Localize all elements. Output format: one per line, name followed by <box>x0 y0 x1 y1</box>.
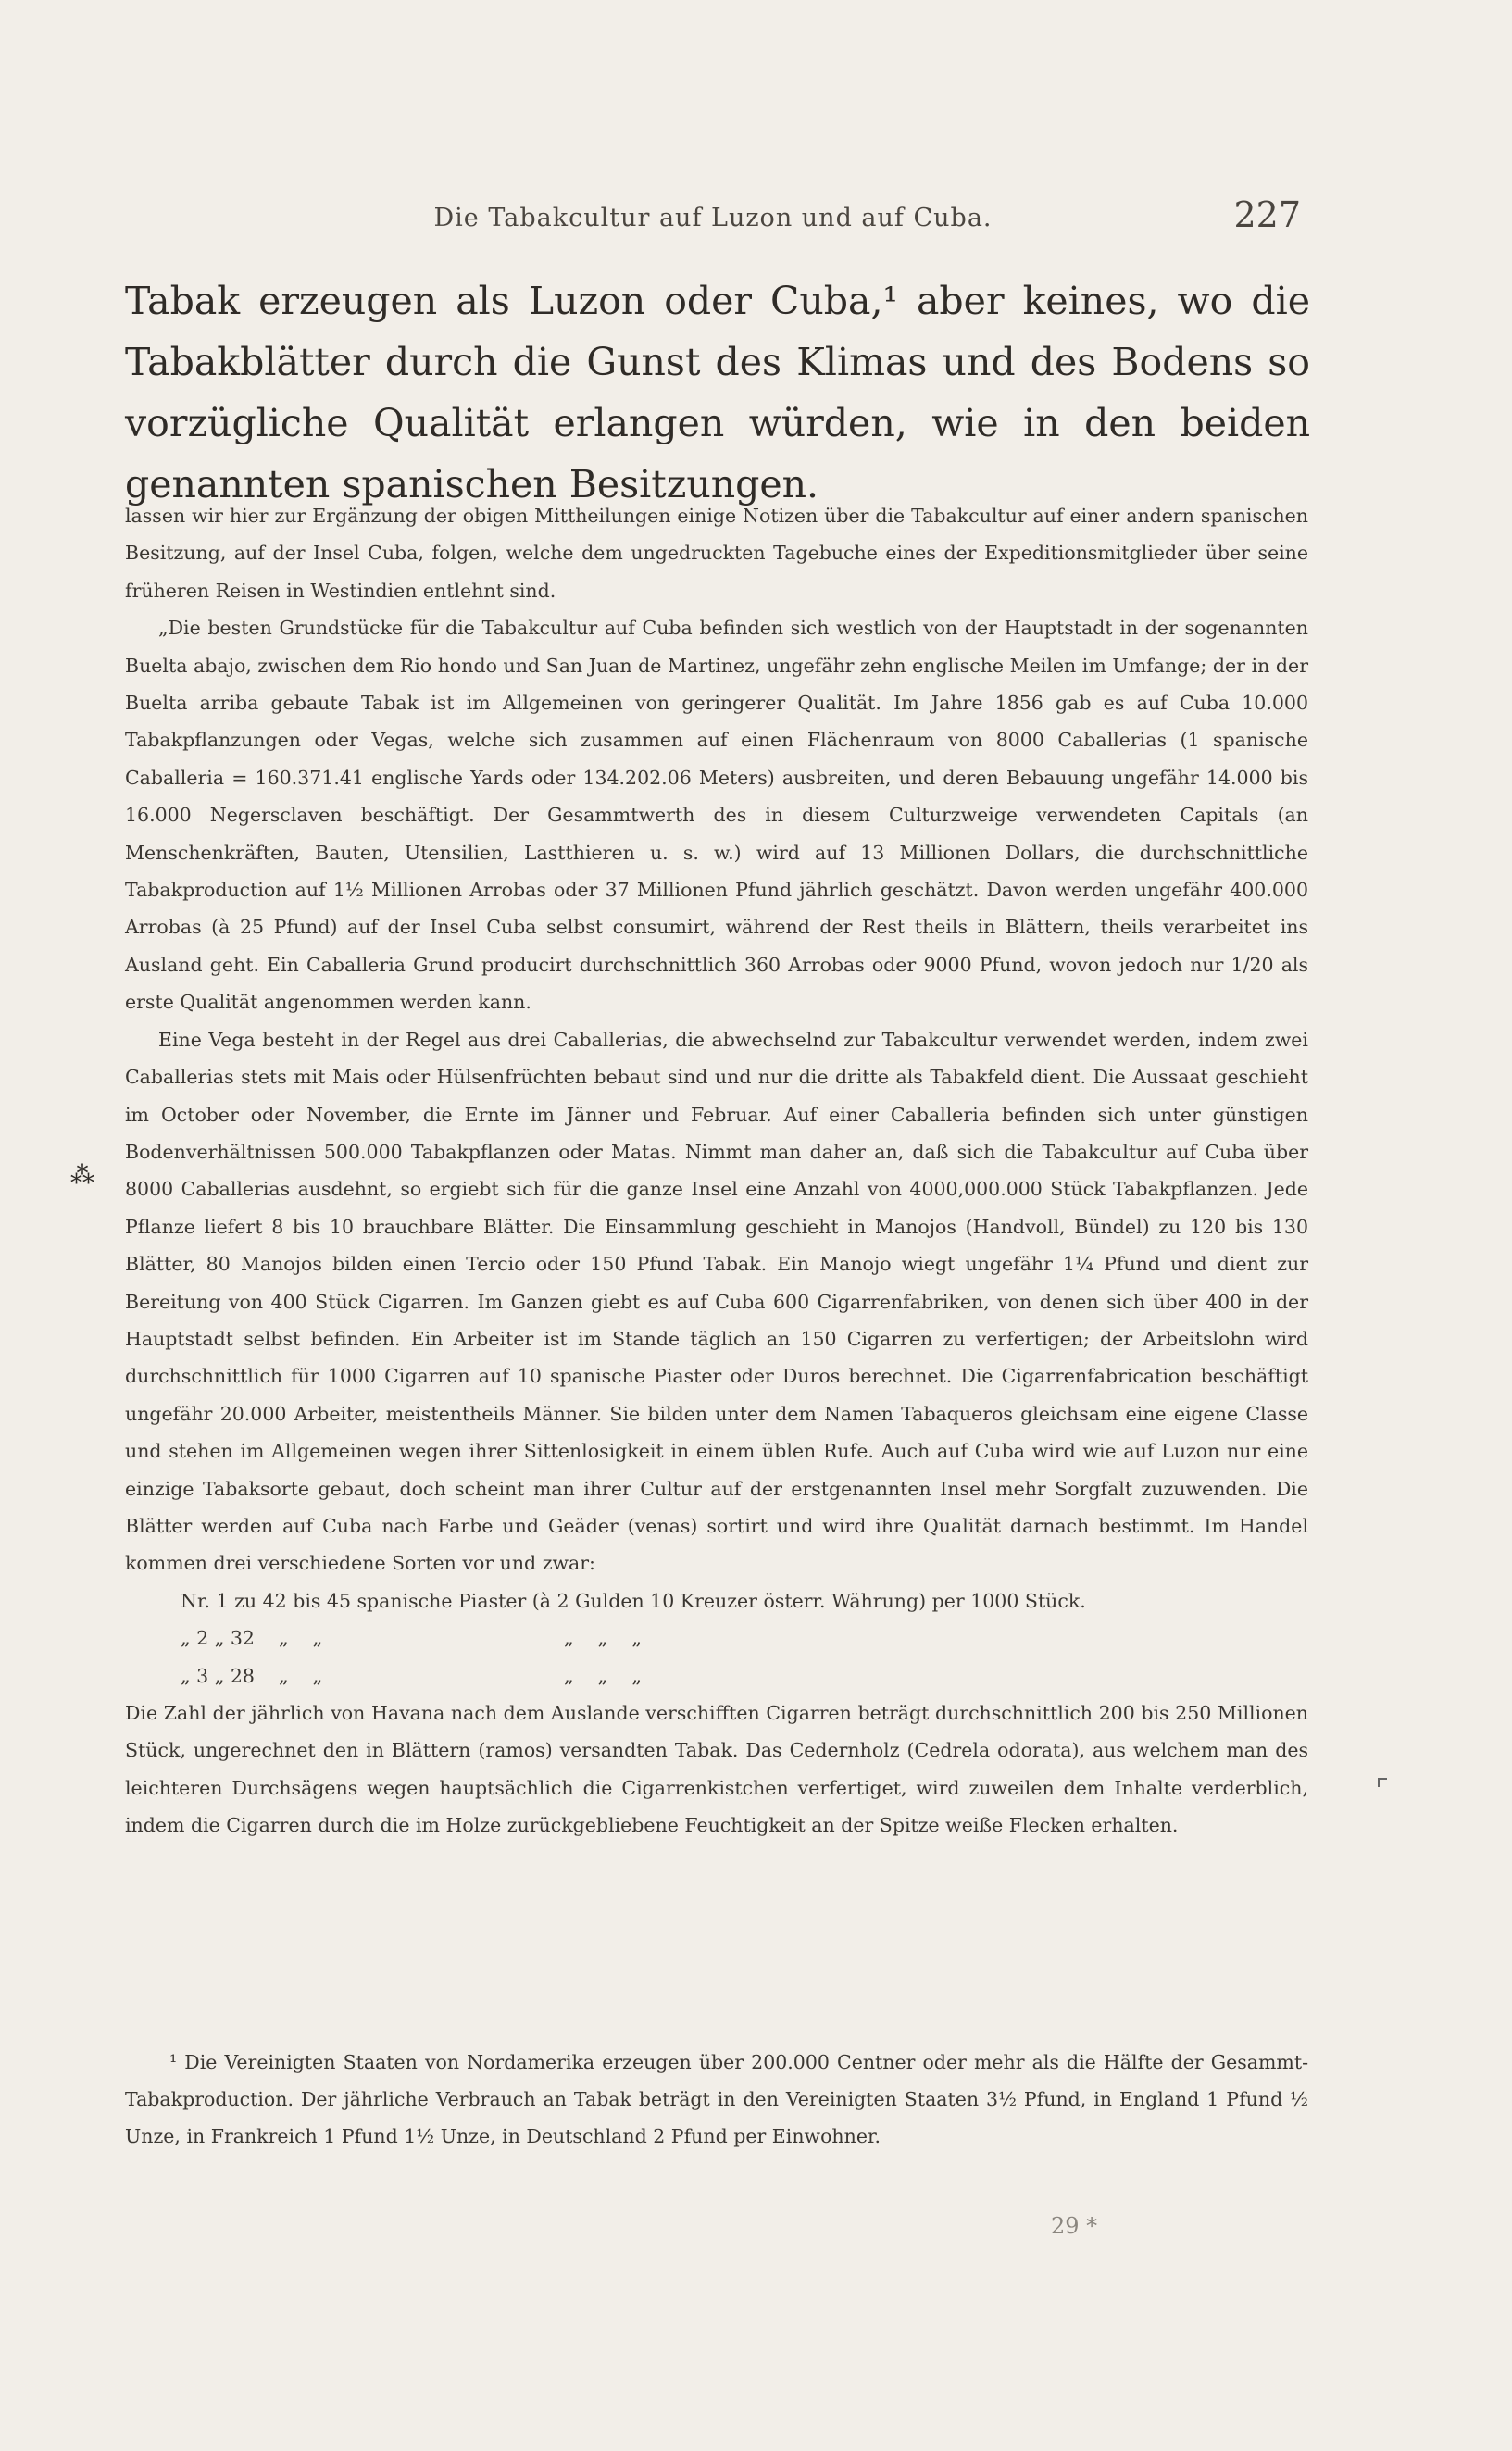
sort-item: Nr. 1 zu 42 bis 45 spanische Piaster (à 2 Gulden 10 Kreuzer österr. Währung) per 1000 Stück. <box>181 1589 1086 1612</box>
lead-paragraph: Tabak erzeugen als Luzon oder Cuba,¹ aber keines, wo die Tabakblätter durch die Gunst des Klimas und des Bodens so vorzügliche Qualität erlangen würden, wie in den beiden genannten spanischen Besitzungen. <box>125 279 1310 506</box>
corner-tick-mark <box>1378 1778 1387 1787</box>
footnote: ¹ Die Vereinigten Staaten von Nordamerika erzeugen über 200.000 Centner oder mehr als die Hälfte der Gesammt-Tabakproduction. Der jährliche Verbrauch an Tabak beträgt in den Vereinigten Staaten 3½ Pfund, in England 1 Pfund ½ Unze, in Frankreich 1 Pfund 1½ Unze, in Deutschland 2 Pfund per Einwohner. <box>125 2051 1308 2147</box>
sort-item: „ 3 „ 28 „ „ „ „ „ <box>181 1664 642 1687</box>
paragraph-quote: „Die besten Grundstücke für die Tabakcultur auf Cuba befinden sich westlich von der Hauptstadt in der sogenannten Buelta abajo, zwischen dem Rio hondo und San Juan de Martinez, ungefähr zehn englische Meilen im Umfange; der in der Buelta arriba gebaute Tabak ist im Allgemeinen von geringerer Qualität. Im Jahre 1856 gab es auf Cuba 10.000 Tabakpflanzungen oder Vegas, welche sich zusammen auf einen Flächenraum von 8000 Caballerias (1 spanische Caballeria = 160.371.41 englische Yards oder 134.202.06 Meters) ausbreiten, und deren Bebauung ungefähr 14.000 bis 16.000 Negersclaven beschäftigt. Der Gesammtwerth des in diesem Culturzweige verwendeten Capitals (an Menschenkräften, Bauten, Utensilien, Lastthieren u. s. w.) wird auf 13 Millionen Dollars, die durchschnittliche Tabakproduction auf 1½ Millionen Arrobas oder 37 Millionen Pfund jährlich geschätzt. Davon werden ungefähr 400.000 Arrobas (à 25 Pfund) auf der Insel Cuba selbst consumirt, während der Rest theils in Blättern, theils verarbeitet ins Ausland geht. Ein Caballeria Grund producirt durchschnittlich 360 Arrobas oder 9000 Pfund, wovon jedoch nur 1/20 als erste Qualität angenommen werden kann. <box>125 617 1308 1014</box>
paragraph-closing: Die Zahl der jährlich von Havana nach dem Auslande verschifften Cigarren beträgt durchschnittlich 200 bis 250 Millionen Stück, ungerechnet den in Blättern (ramos) versandten Tabak. Das Cedernholz (Cedrela odorata), aus welchem man des leichteren Durchsägens wegen hauptsächlich die Cigarrenkistchen verfertiget, wird zuweilen dem Inhalte verderblich, indem die Cigarren durch die im Holze zurückgebliebene Feuchtigkeit an der Spitze weiße Flecken erhalten. <box>125 1702 1308 1837</box>
body-text <box>125 497 1308 1845</box>
running-title: Die Tabakcultur auf Luzon und auf Cuba. <box>433 204 993 232</box>
signature-mark: 29 * <box>1051 2213 1098 2239</box>
margin-mark: ⁂ <box>70 1162 94 1190</box>
page-number: 227 <box>1233 194 1301 235</box>
sort-item: „ 2 „ 32 „ „ „ „ „ <box>181 1627 642 1650</box>
paragraph-vega: Eine Vega besteht in der Regel aus drei Caballerias, die abwechselnd zur Tabakcultur verwendet werden, indem zwei Caballerias stets mit Mais oder Hülsenfrüchten bebaut sind und nur die dritte als Tabakfeld dient. Die Aussaat geschieht im October oder November, die Ernte im Jänner und Februar. Auf einer Caballeria befinden sich unter günstigen Bodenverhältnissen 500.000 Tabakpflanzen oder Matas. Nimmt man daher an, daß sich die Tabakcultur auf Cuba über 8000 Caballerias ausdehnt, so ergiebt sich für die ganze Insel eine Anzahl von 4000,000.000 Stück Tabakpflanzen. Jede Pflanze liefert 8 bis 10 brauchbare Blätter. Die Einsammlung geschieht in Manojos (Handvoll, Bündel) zu 120 bis 130 Blätter, 80 Manojos bilden einen Tercio oder 150 Pfund Tabak. Ein Manojo wiegt ungefähr 1¼ Pfund und dient zur Bereitung von 400 Stück Cigarren. Im Ganzen giebt es auf Cuba 600 Cigarrenfabriken, von denen sich über 400 in der Hauptstadt selbst befinden. Ein Arbeiter ist im Stande täglich an 150 Cigarren zu verfertigen; der Arbeitslohn wird durchschnittlich für 1000 Cigarren auf 10 spanische Piaster oder Duros berechnet. Die Cigarrenfabrication beschäftigt ungefähr 20.000 Arbeiter, meistentheils Männer. Sie bilden unter dem Namen Tabaqueros gleichsam eine eigene Classe und stehen im Allgemeinen wegen ihrer Sittenlosigkeit in einem üblen Rufe. Auch auf Cuba wird wie auf Luzon nur eine einzige Tabaksorte gebaut, doch scheint man ihrer Cultur auf der erstgenannten Insel mehr Sorgfalt zuzuwenden. Die Blätter werden auf Cuba nach Farbe und Geäder (venas) sortirt und wird ihre Qualität darnach bestimmt. Im Handel kommen drei verschiedene Sorten vor und zwar: <box>125 1028 1308 1575</box>
page-header <box>125 194 1301 241</box>
sorts-list <box>125 1582 1308 1694</box>
paragraph-intro: lassen wir hier zur Ergänzung der obigen Mittheilungen einige Notizen über die Tabakcultur auf einer andern spanischen Besitzung, auf der Insel Cuba, folgen, welche dem ungedruckten Tagebuche eines der Expeditionsmitglieder über seine früheren Reisen in Westindien entlehnt sind. <box>125 505 1308 602</box>
